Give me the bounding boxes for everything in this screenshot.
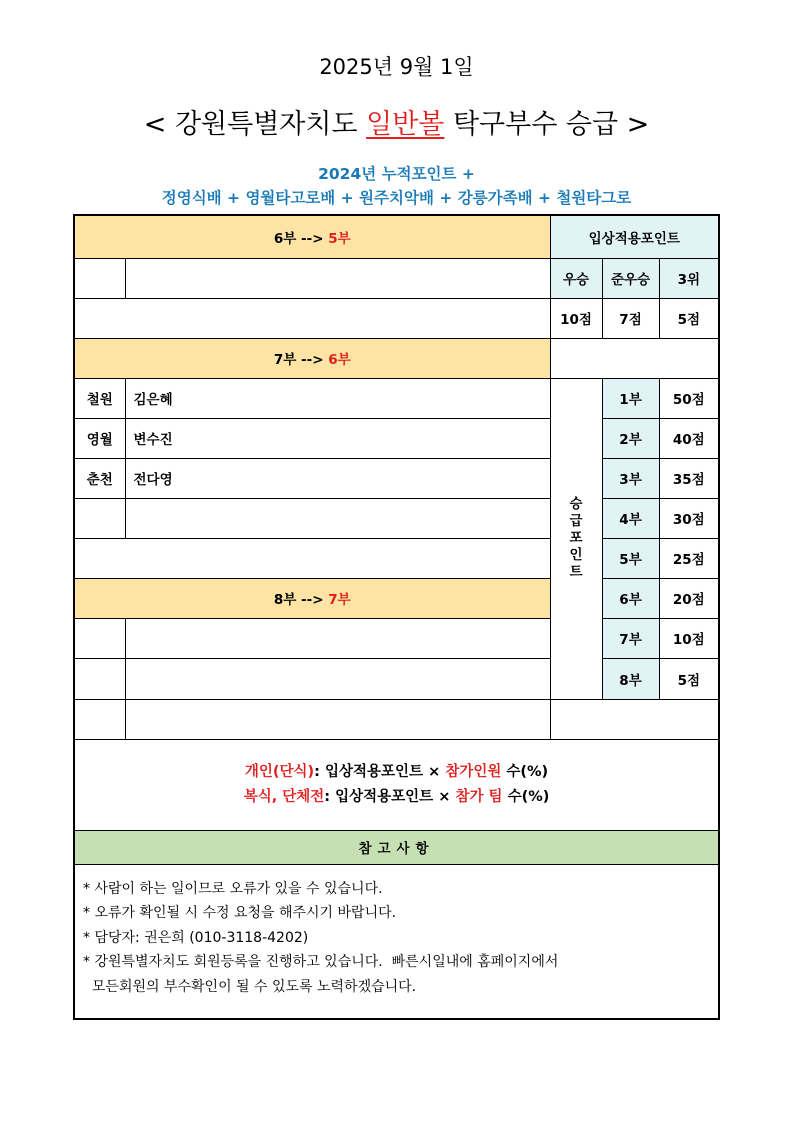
note-line: * 사람이 하는 일이므로 오류가 있을 수 있습니다. [83, 880, 383, 897]
award-value-runnerup: 7점 [602, 298, 659, 338]
empty-city-cell [74, 618, 125, 658]
section-to: 7부 [328, 592, 351, 608]
section-from: 6부 --> [273, 230, 329, 247]
empty-name-cell [125, 258, 550, 298]
promotion-points-label [550, 378, 602, 699]
subtitle-line-2: 정영식배 + 영월타고로배 + 원주치악배 + 강릉가족배 + 철원타그로 [161, 189, 632, 207]
formula-singles [75, 760, 718, 785]
page-title [0, 102, 793, 141]
award-value-winner: 10점 [550, 298, 602, 338]
award-header-winner: 우승 [550, 258, 602, 298]
empty-name-cell [125, 658, 550, 699]
section-header-7to6 [74, 338, 550, 378]
division-label: 2부 [602, 418, 659, 458]
label-char: 급 [569, 513, 583, 529]
division-label: 6부 [602, 578, 659, 618]
document-date: 2025년 9월 1일 [319, 55, 474, 79]
division-label: 1부 [602, 378, 659, 418]
award-header-third: 3위 [659, 258, 719, 298]
section-header-6to5 [74, 215, 550, 258]
title-prefix: < 강원특별자치도 [143, 109, 367, 140]
formula-text: : 입상적용포인트 × [324, 788, 456, 805]
formula-term: 참가 팀 [455, 788, 503, 805]
empty-city-cell [74, 258, 125, 298]
division-label: 8부 [602, 658, 659, 699]
section-to: 6부 [328, 352, 351, 368]
formula-term: 참가인원 [445, 763, 502, 780]
empty-row-cell [74, 538, 550, 578]
label-char: 트 [569, 564, 583, 580]
label-char: 포 [569, 530, 583, 546]
title-highlight: 일반볼 [366, 109, 445, 140]
player-city: 춘천 [74, 458, 125, 498]
division-points: 5점 [659, 658, 719, 699]
empty-name-cell [125, 699, 550, 739]
empty-city-cell [74, 699, 125, 739]
player-name: 변수진 [125, 418, 550, 458]
note-line: * 강원특별자치도 회원등록을 진행하고 있습니다. 빠른시일내에 홈페이지에서 [83, 954, 559, 970]
empty-name-cell [125, 618, 550, 658]
award-value-third: 5점 [659, 298, 719, 338]
label-char: 승 [569, 496, 583, 512]
empty-right-cell [550, 338, 719, 378]
subtitle-line-1: 2024년 누적포인트 + [318, 165, 475, 183]
empty-name-cell [125, 498, 550, 538]
reference-notes [74, 864, 719, 1019]
empty-city-cell [74, 658, 125, 699]
player-name: 전다영 [125, 458, 550, 498]
division-label: 5부 [602, 538, 659, 578]
division-points: 40점 [659, 418, 719, 458]
division-points: 30점 [659, 498, 719, 538]
division-label: 3부 [602, 458, 659, 498]
section-from: 7부 --> [273, 352, 329, 368]
empty-row-cell [74, 298, 550, 338]
formula-text: : 입상적용포인트 × [314, 763, 446, 780]
player-city: 철원 [74, 378, 125, 418]
section-header-8to7 [74, 578, 550, 618]
promotion-table [73, 214, 720, 1020]
player-name: 김은혜 [125, 378, 550, 418]
formula-text: 수(%) [502, 788, 550, 805]
note-line: * 오류가 확인될 시 수정 요청을 해주시기 바랍니다. [83, 905, 397, 921]
section-from: 8부 --> [273, 592, 329, 608]
empty-right-cell [550, 699, 719, 739]
formula-text: 수(%) [501, 763, 549, 780]
reference-header: 참고사항 [74, 830, 719, 864]
note-line: 모든회원의 부수확인이 될 수 있도록 노력하겠습니다. [83, 978, 417, 995]
formula-term: 개인(단식) [244, 763, 315, 780]
division-points: 25점 [659, 538, 719, 578]
player-city: 영월 [74, 418, 125, 458]
division-label: 4부 [602, 498, 659, 538]
award-header-runnerup: 준우승 [602, 258, 659, 298]
division-points: 50점 [659, 378, 719, 418]
formula-term: 복식, 단체전 [243, 788, 325, 805]
formula-doubles [75, 785, 718, 810]
division-points: 35점 [659, 458, 719, 498]
points-formula [74, 739, 719, 830]
title-suffix: 탁구부수 승급 > [444, 109, 650, 140]
award-points-title: 입상적용포인트 [550, 215, 719, 258]
division-points: 10점 [659, 618, 719, 658]
section-to: 5부 [328, 230, 351, 247]
label-char: 인 [569, 547, 583, 563]
division-points: 20점 [659, 578, 719, 618]
empty-city-cell [74, 498, 125, 538]
division-label: 7부 [602, 618, 659, 658]
note-line: * 담당자: 권은희 (010-3118-4202) [83, 929, 309, 946]
